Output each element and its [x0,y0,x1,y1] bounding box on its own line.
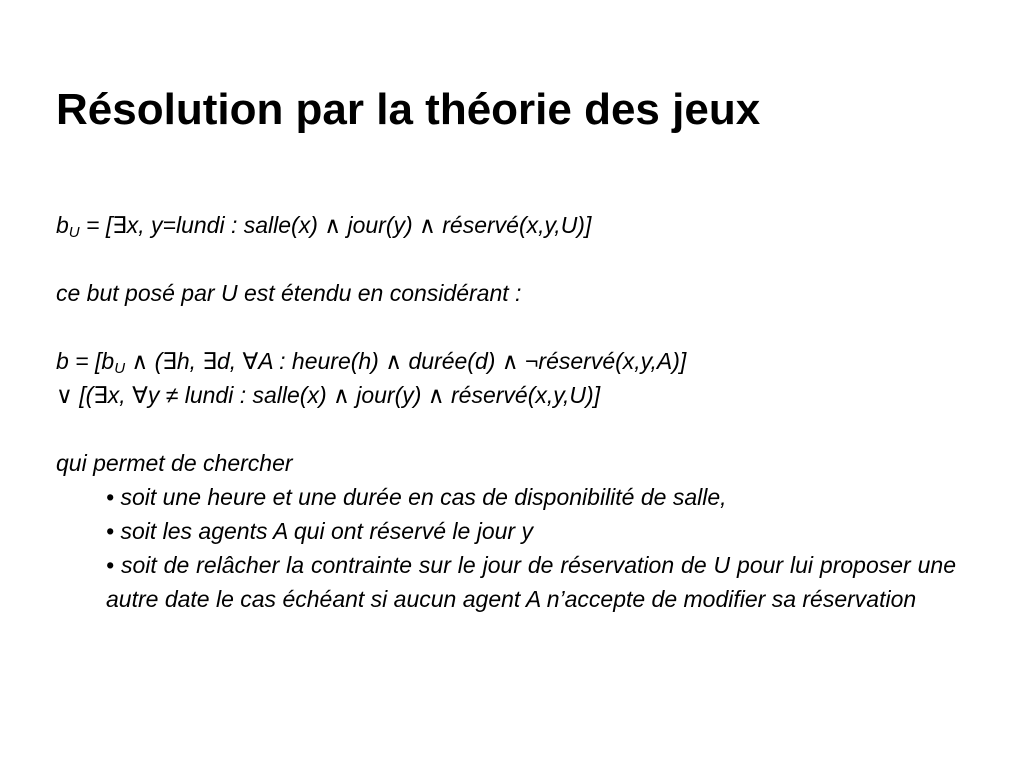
bullet-item: • soit de relâcher la contrainte sur le jour de réservation de U pour lui proposer une autre date le cas échéant si aucun agent A n’accepte de modifier sa réservation [106,552,956,612]
goal-formula [56,208,956,242]
slide-body [56,208,956,616]
goal-subscript: U [68,224,80,241]
extended-goal-subscript: U [114,360,126,377]
bullet-list [56,480,956,616]
extended-goal-line-2: ∨ [(∃x, ∀y ≠ lundi : salle(x) ∧ jour(y) ∧ réservé(x,y,U)] [56,382,601,408]
bullet-item: • soit les agents A qui ont réservé le jour y [106,518,533,544]
bullet-item: • soit une heure et une durée en cas de disponibilité de salle, [106,484,727,510]
slide-title: Résolution par la théorie des jeux [56,85,761,134]
extended-goal-line-1 [56,344,956,378]
extension-text: ce but posé par U est étendu en considérant : [56,280,522,306]
goal-prefix: b [56,212,69,238]
intro-text: qui permet de chercher [56,450,293,476]
goal-expression: = [∃x, y=lundi : salle(x) ∧ jour(y) ∧ réservé(x,y,U)] [79,212,592,238]
extended-goal-expression: ∧ (∃h, ∃d, ∀A : heure(h) ∧ durée(d) ∧ ¬réservé(x,y,A)] [125,348,687,374]
extended-goal-prefix: b = [b [56,348,115,374]
